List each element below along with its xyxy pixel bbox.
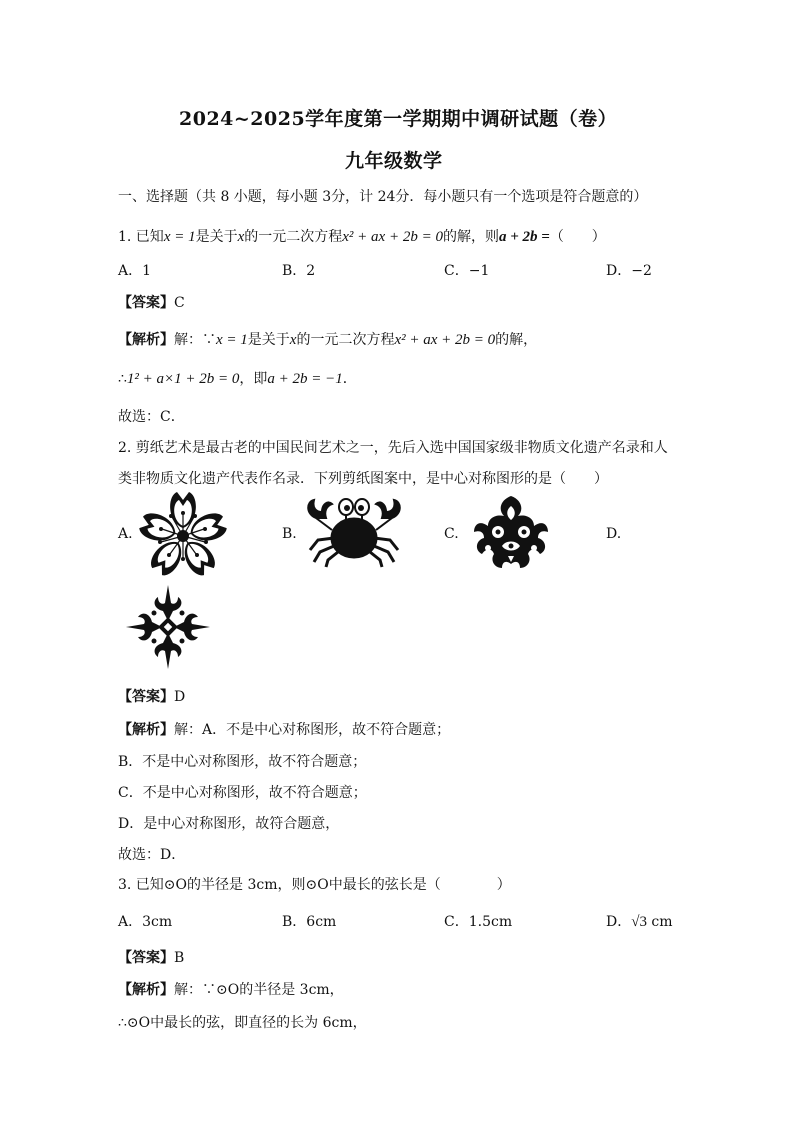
q2-label-d: D. [606, 526, 622, 542]
fleur-papercut-icon [122, 582, 214, 672]
question-2-stem-line-2: 类非物质文化遗产代表作名录．下列剪纸图案中，是中心对称图形的是（ ） [118, 471, 608, 487]
q2-analysis-line-2: B．不是中心对称图形，故不符合题意； [118, 754, 367, 770]
q2-analysis-line-1: 【解析】解：A．不是中心对称图形，故不符合题意； [118, 722, 451, 738]
q3-option-a: A．3cm [118, 914, 173, 930]
question-2-stem-line-1: 2. 剪纸艺术是最古老的中国民间艺术之一，先后入选中国国家级非物质文化遗产名录和人 [118, 440, 668, 456]
q2-answer: 【答案】D [118, 689, 186, 705]
ornament-papercut-icon [466, 490, 556, 580]
page-subtitle: 九年级数学 [345, 150, 443, 172]
q3-option-d: D．√3 cm [606, 914, 673, 930]
question-1-stem: 1. 已知x = 1是关于x的一元二次方程x² + ax + 2b = 0的解，则a + 2b =（ ） [118, 229, 606, 245]
q1-option-a: A．1 [118, 263, 152, 279]
q2-analysis-line-3: C．不是中心对称图形，故不符合题意； [118, 785, 367, 801]
q2-conclusion: 故选：D． [118, 847, 186, 863]
q2-label-c: C. [444, 526, 459, 542]
q1-answer: 【答案】C [118, 295, 185, 311]
page-title: 2024~2025学年度第一学期期中调研试题（卷） [179, 108, 618, 130]
flower-papercut-icon [138, 490, 228, 578]
q2-label-a: A. [118, 526, 133, 542]
q1-analysis-line-1: 【解析】解：∵x = 1是关于x的一元二次方程x² + ax + 2b = 0的解， [118, 332, 538, 348]
q2-label-b: B. [282, 526, 297, 542]
section-heading: 一、选择题（共 8 小题，每小题 3分，计 24分．每小题只有一个选项是符合题意的） [118, 189, 648, 205]
question-3-stem: 3. 已知⊙O的半径是 3cm，则⊙O中最长的弦长是（ ） [118, 877, 511, 893]
q3-analysis-line-1: 【解析】解：∵⊙O的半径是 3cm， [118, 982, 344, 998]
q2-analysis-line-4: D．是中心对称图形，故符合题意， [118, 816, 340, 832]
q1-option-b: B．2 [282, 263, 316, 279]
crab-papercut-icon [302, 492, 406, 568]
q3-option-c: C．1.5cm [444, 914, 513, 930]
q1-analysis-line-2: ∴1² + a×1 + 2b = 0，即a + 2b = −1． [118, 371, 357, 387]
q3-analysis-line-2: ∴⊙O中最长的弦，即直径的长为 6cm， [118, 1015, 367, 1031]
q3-answer: 【答案】B [118, 950, 185, 966]
q1-conclusion: 故选：C． [118, 409, 185, 425]
q3-option-b: B．6cm [282, 914, 337, 930]
q1-option-c: C．−1 [444, 263, 490, 279]
q1-option-d: D．−2 [606, 263, 652, 279]
